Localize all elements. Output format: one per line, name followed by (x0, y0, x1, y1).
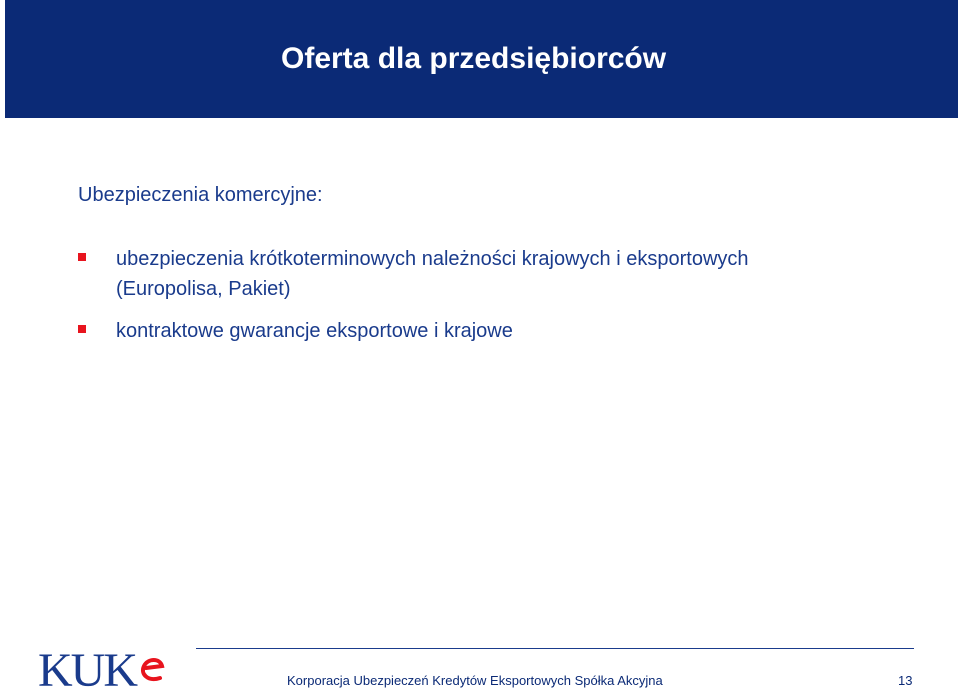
footer-divider (196, 648, 914, 649)
title-bar (5, 0, 958, 118)
square-bullet-icon (78, 325, 86, 333)
bullet-list (78, 244, 908, 346)
bullet-text-line: kontraktowe gwarancje eksportowe i krajowe (116, 320, 513, 342)
footer-company-name: Korporacja Ubezpieczeń Kredytów Eksportowych Spółka Akcyjna (287, 673, 663, 688)
bullet-item (78, 316, 908, 346)
section-heading: Ubezpieczenia komercyjne: (78, 184, 323, 206)
bullet-text-line: (Europolisa, Pakiet) (116, 278, 291, 300)
bullet-text-line: ubezpieczenia krótkoterminowych należności krajowych i eksportowych (116, 248, 749, 270)
kuke-logo-icon (36, 644, 176, 696)
svg-text:KUK: KUK (38, 644, 136, 696)
square-bullet-icon (78, 253, 86, 261)
slide-title: Oferta dla przedsiębiorców (281, 42, 667, 75)
page-number: 13 (898, 673, 913, 688)
bullet-item (78, 244, 908, 304)
